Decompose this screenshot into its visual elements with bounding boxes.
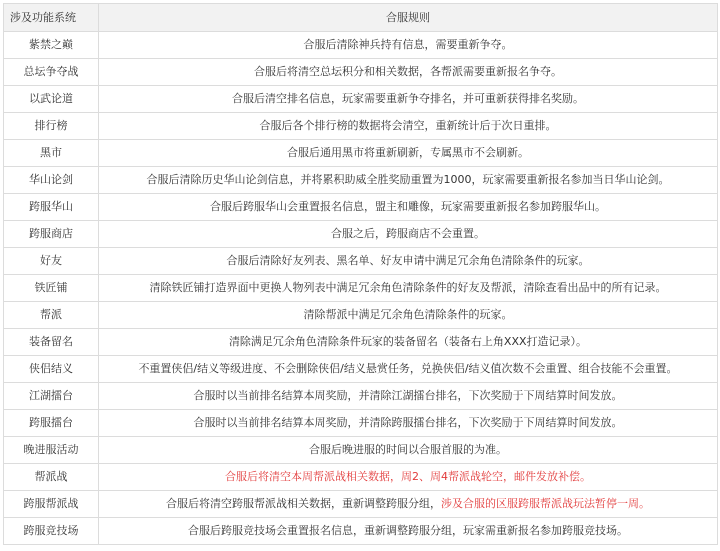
table-row — [4, 464, 718, 491]
system-cell: 侠侣结义 — [4, 356, 99, 383]
rule-cell: 合服之后，跨服商店不会重置。 — [99, 221, 718, 248]
header-system: 涉及功能系统 — [4, 4, 99, 32]
table-row — [4, 167, 718, 194]
table-row — [4, 383, 718, 410]
table-row — [4, 275, 718, 302]
rule-cell: 合服时以当前排名结算本周奖励，并清除江湖擂台排名，下次奖励于下周结算时间发放。 — [99, 383, 718, 410]
table-row — [4, 140, 718, 167]
rule-cell: 合服后清空排名信息，玩家需要重新争夺排名，并可重新获得排名奖励。 — [99, 86, 718, 113]
table-row — [4, 248, 718, 275]
system-cell: 紫禁之巅 — [4, 32, 99, 59]
system-cell: 华山论剑 — [4, 167, 99, 194]
header-rule: 合服规则 — [99, 4, 718, 32]
system-cell: 江湖擂台 — [4, 383, 99, 410]
system-cell: 总坛争夺战 — [4, 59, 99, 86]
table-row — [4, 518, 718, 545]
merge-rules-document — [3, 3, 717, 545]
rule-cell: 合服后通用黑市将重新刷新，专属黑市不会刷新。 — [99, 140, 718, 167]
rule-cell: 清除满足冗余角色清除条件玩家的装备留名（装备右上角XXX打造记录）。 — [99, 329, 718, 356]
rule-cell: 合服后清除神兵持有信息，需要重新争夺。 — [99, 32, 718, 59]
system-cell: 跨服擂台 — [4, 410, 99, 437]
system-cell: 黑市 — [4, 140, 99, 167]
system-cell: 以武论道 — [4, 86, 99, 113]
rule-cell — [99, 491, 718, 518]
system-cell: 好友 — [4, 248, 99, 275]
rule-cell: 合服后晚进服的时间以合服首服的为准。 — [99, 437, 718, 464]
table-row — [4, 356, 718, 383]
table-row — [4, 113, 718, 140]
rule-cell: 合服后各个排行榜的数据将会清空，重新统计后于次日重排。 — [99, 113, 718, 140]
system-cell: 跨服华山 — [4, 194, 99, 221]
rule-cell: 合服后跨服华山会重置报名信息，盟主和雕像，玩家需要重新报名参加跨服华山。 — [99, 194, 718, 221]
system-cell: 跨服帮派战 — [4, 491, 99, 518]
table-row — [4, 194, 718, 221]
rule-cell: 清除帮派中满足冗余角色清除条件的玩家。 — [99, 302, 718, 329]
table-row — [4, 59, 718, 86]
rule-text: 合服后将清空跨服帮派战相关数据，重新调整跨服分组， — [166, 497, 441, 510]
rule-cell: 合服后跨服竞技场会重置报名信息，重新调整跨服分组，玩家需重新报名参加跨服竞技场。 — [99, 518, 718, 545]
system-cell: 帮派 — [4, 302, 99, 329]
system-cell: 装备留名 — [4, 329, 99, 356]
system-cell: 跨服商店 — [4, 221, 99, 248]
rule-cell: 合服后将清空总坛积分和相关数据，各帮派需要重新报名争夺。 — [99, 59, 718, 86]
system-cell: 帮派战 — [4, 464, 99, 491]
system-cell: 排行榜 — [4, 113, 99, 140]
table-header-row — [4, 4, 718, 32]
system-cell: 跨服竞技场 — [4, 518, 99, 545]
table-row — [4, 221, 718, 248]
table-row — [4, 32, 718, 59]
rule-cell: 不重置侠侣/结义等级进度、不会删除侠侣/结义悬赏任务，兑换侠侣/结义值次数不会重置、组合技能不会重置。 — [99, 356, 718, 383]
rule-cell-highlighted: 合服后将清空本周帮派战相关数据，周2、周4帮派战轮空，邮件发放补偿。 — [99, 464, 718, 491]
table-row — [4, 437, 718, 464]
merge-rules-table — [3, 3, 718, 545]
table-row — [4, 302, 718, 329]
system-cell: 晚进服活动 — [4, 437, 99, 464]
rule-text-highlighted: 涉及合服的区服跨服帮派战玩法暂停一周。 — [441, 497, 650, 510]
rule-cell: 清除铁匠铺打造界面中更换人物列表中满足冗余角色清除条件的好友及帮派，清除查看出品中的所有记录。 — [99, 275, 718, 302]
rule-cell: 合服后清除历史华山论剑信息，并将累积助威全胜奖励重置为1000，玩家需要重新报名参加当日华山论剑。 — [99, 167, 718, 194]
rule-cell: 合服后清除好友列表、黑名单、好友申请中满足冗余角色清除条件的玩家。 — [99, 248, 718, 275]
table-row — [4, 86, 718, 113]
table-row — [4, 329, 718, 356]
table-row — [4, 410, 718, 437]
system-cell: 铁匠铺 — [4, 275, 99, 302]
table-row — [4, 491, 718, 518]
rule-cell: 合服时以当前排名结算本周奖励，并清除跨服擂台排名，下次奖励于下周结算时间发放。 — [99, 410, 718, 437]
